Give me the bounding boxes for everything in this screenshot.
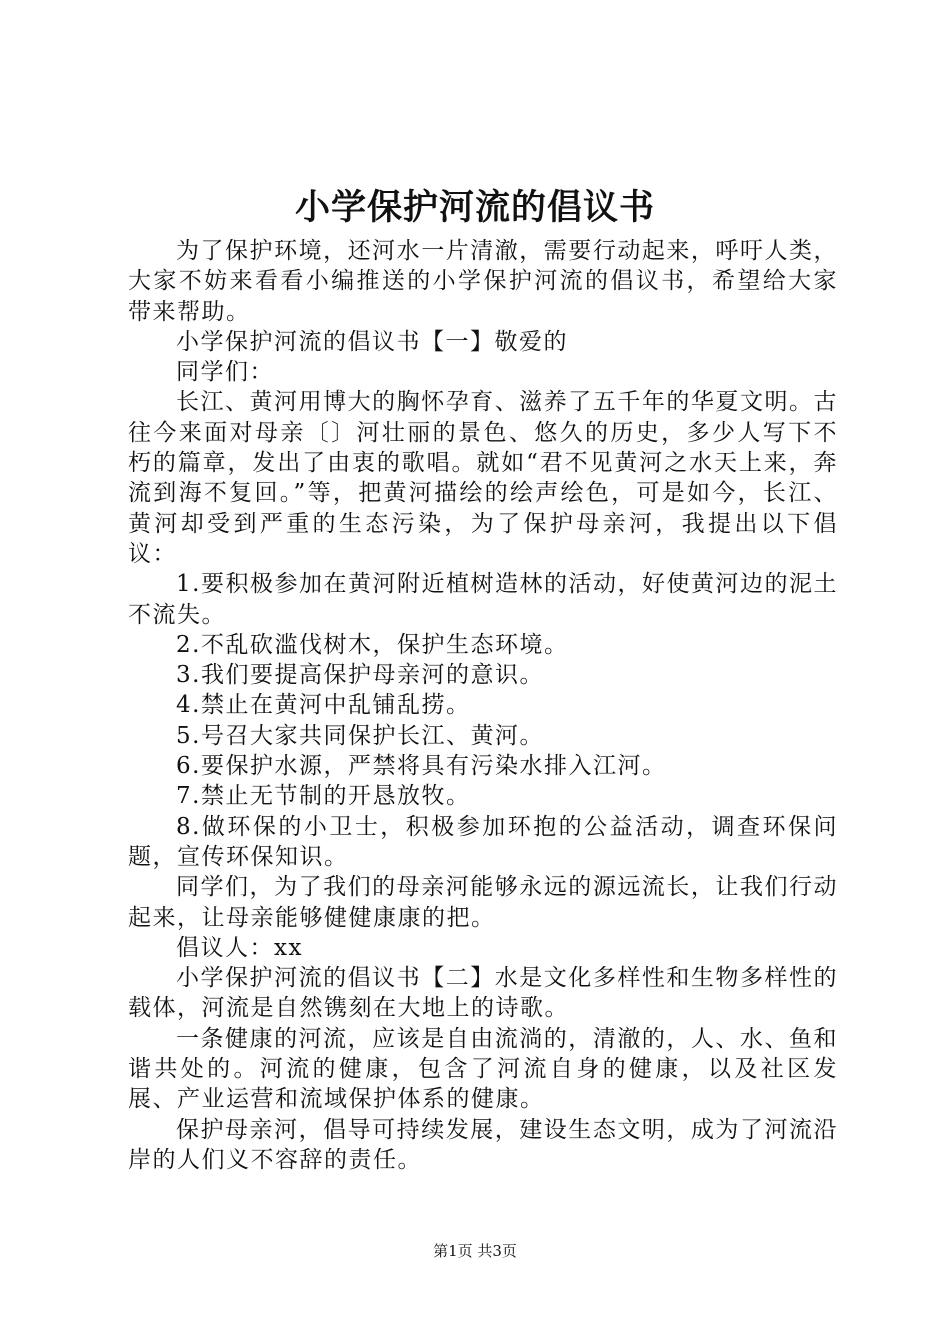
proposal-item-5: 5.号召大家共同保护长江、黄河。 — [176, 722, 544, 749]
proposal-item-4: 4.禁止在黄河中乱铺乱捞。 — [176, 692, 471, 719]
proposal-item-6: 6.要保护水源，严禁将具有污染水排入江河。 — [176, 753, 667, 780]
salutation: 同学们： — [176, 359, 274, 386]
proposal-item-8: 8.做环保的小卫士，积极参加环抱的公益活动，调查环保问题，宣传环保知识。 — [128, 813, 838, 870]
proposal-item-2: 2.不乱砍滥伐树木，保护生态环境。 — [176, 631, 569, 658]
proposal-item-1: 1.要积极参加在黄河附近植树造林的活动，好使黄河边的泥土不流失。 — [128, 571, 838, 628]
body-paragraph: 长江、黄河用博大的胸怀孕育、滋养了五千年的华夏文明。古往今来面对母亲〔〕河壮丽的景色、悠久的历史，多少人写下不朽的篇章，发出了由衷的歌唱。就如“君不见黄河之水天上来，奔流到海不复回。”等，把黄河描绘的绘声绘色，可是如今，长江、黄河却受到严重的生态污染，为了保护母亲河，我提出以下倡议： — [128, 389, 838, 567]
section-one-heading: 小学保护河流的倡议书【一】敬爱的 — [176, 328, 568, 355]
document-body — [128, 236, 838, 1175]
document-title: 小学保护河流的倡议书 — [294, 188, 655, 228]
page-footer: 第1页 共3页 — [433, 1242, 517, 1260]
closing-paragraph: 同学们，为了我们的母亲河能够永远的源远流长，让我们行动起来，让母亲能够健健康康的把。 — [128, 874, 838, 931]
proposal-item-7: 7.禁止无节制的开恳放牧。 — [176, 783, 471, 810]
body-paragraph: 一条健康的河流，应该是自由流淌的，清澈的，人、水、鱼和谐共处的。河流的健康，包含了河流自身的健康，以及社区发展、产业运营和流域保护体系的健康。 — [128, 1025, 838, 1113]
body-paragraph: 保护母亲河，倡导可持续发展，建设生态文明，成为了河流沿岸的人们义不容辞的责任。 — [128, 1116, 838, 1173]
section-two-intro: 小学保护河流的倡议书【二】水是文化多样性和生物多样性的载体，河流是自然镌刻在大地上的诗歌。 — [128, 965, 838, 1022]
proposal-item-3: 3.我们要提高保护母亲河的意识。 — [176, 662, 544, 689]
intro-paragraph: 为了保护环境，还河水一片清澈，需要行动起来，呼吁人类，大家不妨来看看小编推送的小学保护河流的倡议书，希望给大家带来帮助。 — [128, 238, 838, 325]
signature-line: 倡议人：xx — [176, 934, 303, 961]
